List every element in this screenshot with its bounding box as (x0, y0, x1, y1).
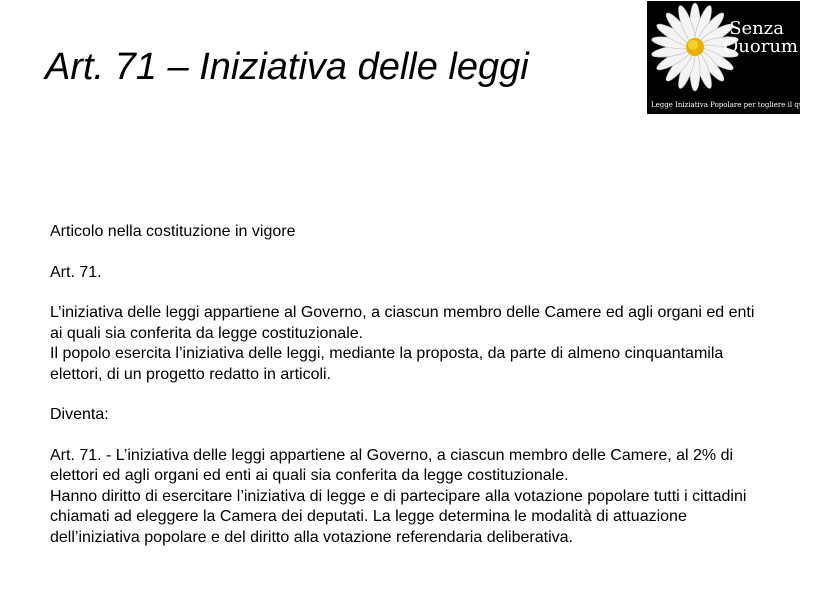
logo-tagline: Legge Iniziativa Popolare per togliere il quorum (651, 101, 822, 109)
intro-text: Articolo nella costituzione in vigore (50, 223, 296, 240)
new-text-paragraph-2: Hanno diritto di esercitare l’iniziativa di legge e di partecipare alla votazione popolare tutti i cittadini chiamati ad eleggere la Camera dei deputati. La legge determina le modalità di attuazione dell’iniziativa popolare e del diritto alla votazione referendaria deliberativa. (50, 487, 747, 546)
logo-text-senza: Senza (729, 18, 784, 39)
logo-text-quorum: Quorum (723, 36, 798, 57)
slide-body (50, 222, 770, 548)
article-reference: Art. 71. (50, 263, 102, 281)
becomes-label: Diventa: (50, 406, 109, 423)
new-text-paragraph-1: Art. 71. - L’iniziativa delle leggi appartiene al Governo, a ciascun membro delle Camere, al 2% di elettori ed agli organi ed enti ai quali sia conferita da legge costituzionale. (50, 446, 734, 484)
current-text-paragraph-2: Il popolo esercita l’iniziativa delle leggi, mediante la proposta, da parte di almeno cinquantamila elettori, di un progetto redatto in articoli. (50, 345, 724, 383)
senza-quorum-logo (647, 1, 822, 114)
slide-title: Art. 71 – Iniziativa delle leggi (45, 46, 529, 88)
current-text-paragraph-1: L’iniziativa delle leggi appartiene al Governo, a ciascun membro delle Camere ed agli organi ed enti ai quali sia conferita da legge costituzionale. (50, 304, 755, 342)
